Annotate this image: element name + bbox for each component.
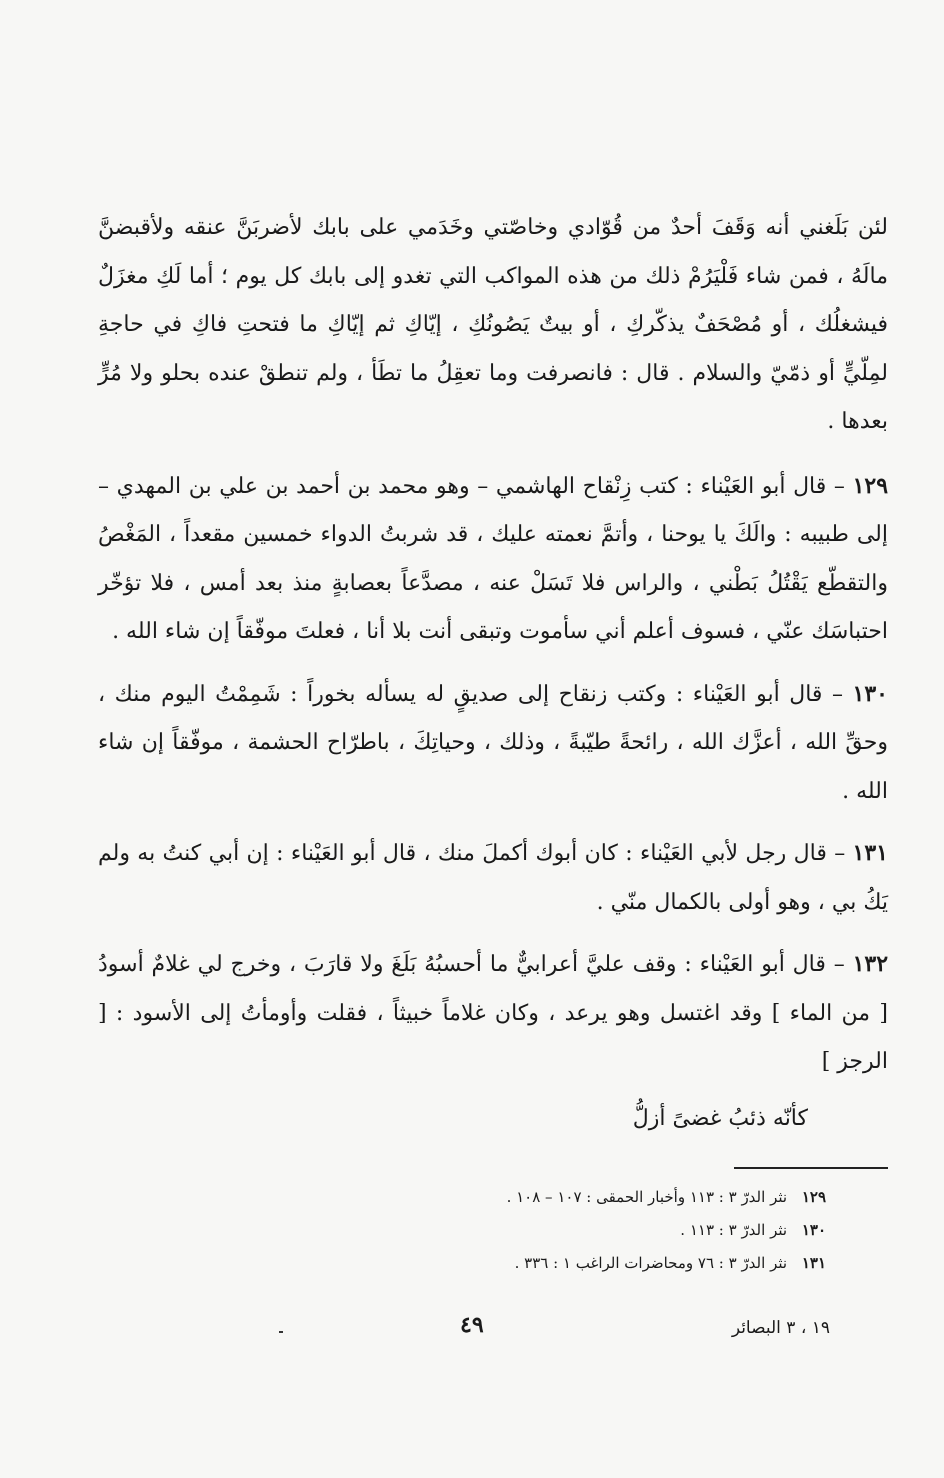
paragraph-continuation bbox=[98, 204, 888, 447]
main-text bbox=[98, 204, 888, 1143]
footnote-text: نثر الدرّ ٣ : ١١٣ وأخبار الحمقى : ١٠٧ – ١٠٨ . bbox=[506, 1188, 788, 1206]
footnote bbox=[266, 1247, 826, 1280]
paragraph-text: – قال رجل لأبي العَيْناء : كان أبوك أكملَ منك ، قال أبو العَيْناء : إن أبي كنتُ به ولم يَكُ بي ، وهو أولى بالكمال منّي . bbox=[98, 841, 888, 915]
page-number: ٤٩ bbox=[460, 1312, 484, 1338]
footnotes bbox=[266, 1181, 826, 1280]
footer-dash bbox=[279, 1331, 283, 1333]
verse-line: كأنّه ذئبُ غضىً أزلُّ bbox=[632, 1105, 808, 1131]
footnote bbox=[266, 1181, 826, 1214]
paragraph-text: – قال أبو العَيْناء : وقف عليَّ أعرابيٌّ ما أحسبُهُ بَلَغَ ولا قارَبَ ، وخرج لي غلامٌ أسودُ [ من الماء ] وقد اغتسل وهو يرعد ، وكان غلاماً خبيثاً ، فقلت وأومأتُ إلى الأسود : [ الرجز ] bbox=[98, 952, 888, 1074]
entry-number: ١٣٠ bbox=[852, 680, 888, 707]
paragraph-text: – قال أبو العَيْناء : كتب زِنْقاح الهاشمي – وهو محمد بن أحمد بن علي بن المهدي – إلى طبيبه : والَكَ يا يوحنا ، وأتمَّ نعمته عليك ، قد شربتُ الدواء خمسين مقعداً ، المَغْصُ والتقطّع يَقْتُلُ بَطْني ، والراس فلا تَسَلْ عنه ، مصدَّعاً بعصابةٍ منذ بعد أمس ، فلا تؤخّر احتباسَك عنّي ، فسوف أعلم أني سأموت وتبقى أنت بلا أنا ، فعلتَ موفّقاً إن شاء الله . bbox=[98, 473, 888, 644]
paragraph-entry-130 bbox=[98, 670, 888, 817]
paragraph-text: لئن بَلَغني أنه وَقَفَ أحدٌ من قُوّادي وخاصّتي وخَدَمي على بابك لأضربَنَّ عنقه ولأقبضنَّ مالَهُ ، فمن شاء فَلْيَرُمْ ذلك من هذه المواكب التي تغدو إلى بابك كل يوم ؛ أما لَكِ مغزَلٌ فيشغلُك ، أو مُصْحَفٌ يذكّركِ ، أو بيتٌ يَصُونُكِ ، إيّاكِ ثم إيّاكِ ما فتحتِ فاكِ في حاجةِ لمِلّيٍّ أو ذمّيّ والسلام . قال : فانصرفت وما تعقِلُ ما تطَأ ، ولم تنطقْ عنده بحلو ولا مُرٍّ بعدها . bbox=[98, 215, 889, 434]
footnote-number: ١٢٩ bbox=[801, 1188, 826, 1206]
paragraph-entry-131 bbox=[98, 829, 888, 927]
footnote-number: ١٣٠ bbox=[801, 1221, 826, 1239]
paragraph-entry-132 bbox=[98, 940, 888, 1087]
footnote-number: ١٣١ bbox=[801, 1254, 826, 1272]
paragraph-text: – قال أبو العَيْناء : وكتب زنقاح إلى صديقٍ له يسأله بخوراً : شَمِمْتُ اليوم منك ، وحقِّ الله ، أعزَّك الله ، رائحةً طيّبةً ، وذلك ، وحياتِكَ ، باطرّاح الحشمة ، موفّقاً إن شاء الله . bbox=[98, 681, 888, 804]
entry-number: ١٣٢ bbox=[852, 951, 889, 977]
footnote-separator bbox=[734, 1167, 888, 1169]
footnote-text: نثر الدرّ ٣ : ١١٣ . bbox=[680, 1221, 788, 1239]
entry-number: ١٣١ bbox=[852, 840, 888, 866]
paragraph-entry-129 bbox=[98, 462, 888, 657]
footnote bbox=[266, 1214, 826, 1247]
entry-number: ١٢٩ bbox=[852, 472, 889, 499]
signature-mark: ١٩ ، ٣ البصائر bbox=[731, 1318, 830, 1338]
footnote-text: نثر الدرّ ٣ : ٧٦ ومحاضرات الراغب ١ : ٣٣٦ . bbox=[514, 1254, 788, 1272]
